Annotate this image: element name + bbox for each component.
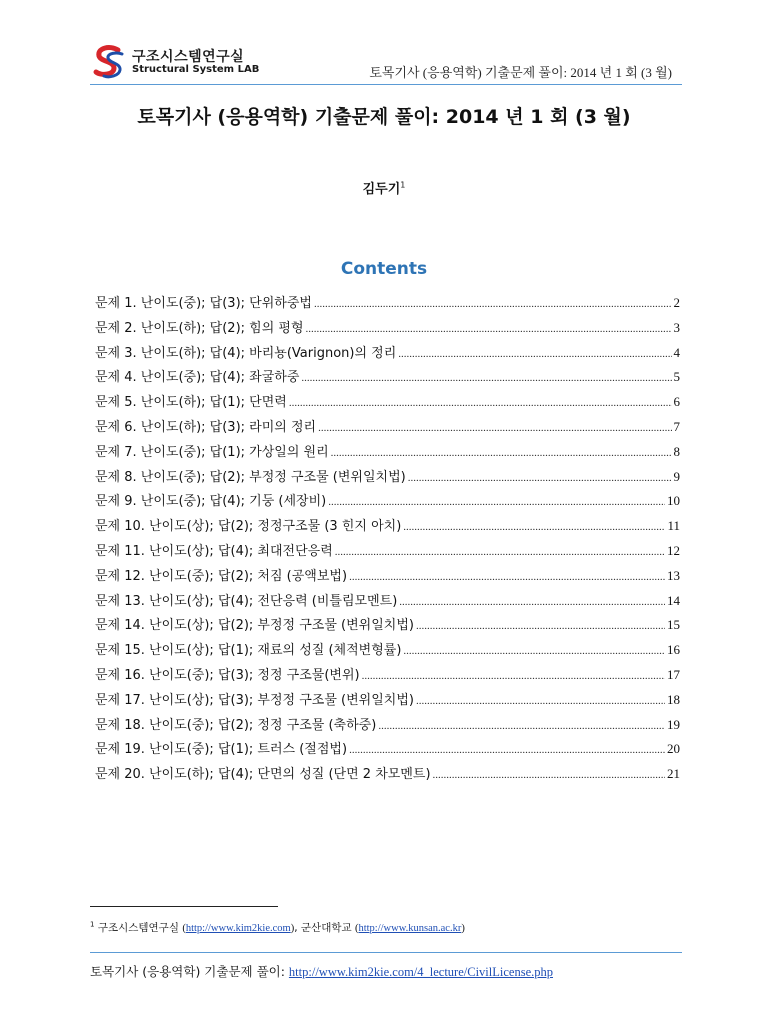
toc-entry-page[interactable]: 12 [667,542,680,558]
toc-entry-page[interactable]: 16 [667,642,680,658]
toc-entry[interactable] [95,614,680,639]
running-header-title: 토목기사 (응용역학) 기출문제 풀이: 2014 년 1 회 (3 월) [369,65,672,80]
toc-entry-page[interactable]: 13 [667,567,680,583]
footnote-separator [90,906,278,907]
toc-entry[interactable] [95,714,680,739]
toc-entry-label[interactable]: 문제 20. 난이도(하); 답(4); 단면의 성질 (단면 2 차모멘트) [95,767,431,783]
toc-entry-page[interactable]: 3 [673,319,680,335]
toc-dot-leader [398,348,671,360]
toc-entry-label[interactable]: 문제 3. 난이도(하); 답(4); 바리뇽(Varignon)의 정리 [95,345,397,361]
author-name: 김두기 [362,182,401,197]
toc-dot-leader [318,422,671,434]
toc-dot-leader [362,670,665,682]
toc-entry-label[interactable]: 문제 19. 난이도(중); 답(1); 트러스 (절점법) [95,742,348,758]
toc-entry-label[interactable]: 문제 4. 난이도(중); 답(4); 좌굴하중 [95,370,300,386]
toc-entry-page[interactable]: 17 [667,666,680,682]
toc-entry[interactable] [95,515,680,540]
toc-dot-leader [433,769,665,781]
page-footer [90,962,553,980]
toc-entry[interactable] [95,689,680,714]
toc-dot-leader [408,472,672,484]
toc-entry-page[interactable]: 7 [673,418,680,434]
toc-entry-label[interactable]: 문제 7. 난이도(중); 답(1); 가상일의 원리 [95,444,329,460]
toc-entry-label[interactable]: 문제 14. 난이도(상); 답(2); 부정정 구조물 (변위일치법) [95,618,414,634]
toc-entry-label[interactable]: 문제 8. 난이도(중); 답(2); 부정정 구조물 (변위일치법) [95,469,406,485]
author-line [0,178,768,197]
toc-entry-page[interactable]: 8 [673,443,680,459]
toc-dot-leader [349,571,665,583]
footnote-lab-link[interactable]: http://www.kim2kie.com [185,923,291,934]
toc-entry-page[interactable]: 14 [667,592,680,608]
toc-dot-leader [335,546,665,558]
footnote: $^1$ 구조시스템연구실 (http://www.kim2kie.com), 군산대학교 (http://www.kunsan.ac.kr) [90,920,465,934]
toc-entry[interactable] [95,416,680,441]
toc-entry-label[interactable]: 문제 15. 난이도(상); 답(1); 재료의 성질 (체적변형률) [95,643,402,659]
toc-dot-leader [378,720,665,732]
footnote-lab: 구조시스템연구실 [97,922,179,934]
toc-entry[interactable] [95,565,680,590]
toc-dot-leader [289,397,672,409]
toc-entry-page[interactable]: 21 [667,766,680,782]
toc-heading: Contents [340,259,428,279]
toc-entry-label[interactable]: 문제 12. 난이도(중); 답(2); 처짐 (공액보법) [95,568,348,584]
toc-dot-leader [416,695,665,707]
author-footnote-mark[interactable]: 1 [400,180,406,190]
toc-entry[interactable] [95,366,680,391]
footer-text: 토목기사 (응용역학) 기출문제 풀이: [90,964,289,979]
toc-entry-page[interactable]: 5 [673,369,680,385]
toc-entry-page[interactable]: 4 [673,344,680,360]
toc-entry[interactable] [95,391,680,416]
toc-entry-label[interactable]: 문제 9. 난이도(중); 답(4); 기둥 (세장비) [95,494,327,510]
toc-entry-page[interactable]: 10 [667,493,680,509]
table-of-contents [95,292,680,788]
toc-entry[interactable] [95,738,680,763]
footer-divider [90,952,682,953]
toc-entry-page[interactable]: 15 [667,617,680,633]
toc-entry-page[interactable]: 18 [667,691,680,707]
toc-entry-page[interactable]: 11 [667,518,680,534]
toc-entry-label[interactable]: 문제 6. 난이도(하); 답(3); 라미의 정리 [95,419,317,435]
footer-link[interactable]: http://www.kim2kie.com/4_lecture/CivilLicense.php [288,965,553,979]
toc-entry-label[interactable]: 문제 13. 난이도(상); 답(4); 전단응력 (비틀림모멘트) [95,593,398,609]
toc-entry-label[interactable]: 문제 17. 난이도(상); 답(3); 부정정 구조물 (변위일치법) [95,692,414,708]
footnote-university-link[interactable]: http://www.kunsan.ac.kr [358,923,462,934]
toc-entry-label[interactable]: 문제 11. 난이도(상); 답(4); 최대전단응력 [95,543,333,559]
toc-dot-leader [403,645,665,657]
toc-entry-page[interactable]: 6 [673,394,680,410]
toc-entry[interactable] [95,441,680,466]
toc-entry-label[interactable]: 문제 10. 난이도(상); 답(2); 정정구조물 (3 힌지 아치) [95,519,402,535]
toc-entry[interactable] [95,590,680,615]
toc-dot-leader [416,620,665,632]
toc-entry[interactable] [95,490,680,515]
toc-entry-label[interactable]: 문제 1. 난이도(중); 답(3); 단위하중법 [95,296,312,311]
toc-dot-leader [301,372,671,384]
logo-english-text: Structural System LAB [132,64,260,75]
lab-logo [92,44,272,80]
toc-entry-page[interactable]: 9 [673,468,680,484]
toc-dot-leader [306,323,672,335]
footnote-mark: 1 [90,920,95,929]
toc-dot-leader [349,744,665,756]
toc-entry[interactable] [95,763,680,788]
toc-entry[interactable] [95,639,680,664]
toc-entry[interactable] [95,466,680,491]
toc-entry[interactable] [95,317,680,342]
logo-korean-text: 구조시스템연구실 [132,49,245,65]
toc-entry[interactable] [95,664,680,689]
footnote-separator-text: , [294,922,301,934]
toc-entry-page[interactable]: 20 [667,741,680,757]
toc-entry-label[interactable]: 문제 18. 난이도(중); 답(2); 정정 구조물 (축하중) [95,717,377,733]
toc-entry[interactable] [95,292,680,317]
toc-dot-leader [399,596,665,608]
toc-dot-leader [331,447,672,459]
toc-dot-leader [328,496,665,508]
toc-dot-leader [403,521,665,533]
toc-entry-label[interactable]: 문제 5. 난이도(하); 답(1); 단면력 [95,395,287,411]
toc-entry-page[interactable]: 2 [673,295,680,310]
toc-entry-label[interactable]: 문제 16. 난이도(중); 답(3); 정정 구조물(변위) [95,667,360,683]
document-title: 토목기사 (응용역학) 기출문제 풀이: 2014 년 1 회 (3 월) [137,106,631,128]
toc-dot-leader [314,298,672,310]
toc-entry[interactable] [95,540,680,565]
toc-entry-page[interactable]: 19 [667,716,680,732]
toc-entry-label[interactable]: 문제 2. 난이도(하); 답(2); 힘의 평형 [95,320,304,336]
header-divider [90,84,682,85]
page-header [90,44,682,84]
toc-entry[interactable] [95,342,680,367]
lab-logo-icon [92,44,128,80]
footnote-university: 군산대학교 [300,922,352,934]
